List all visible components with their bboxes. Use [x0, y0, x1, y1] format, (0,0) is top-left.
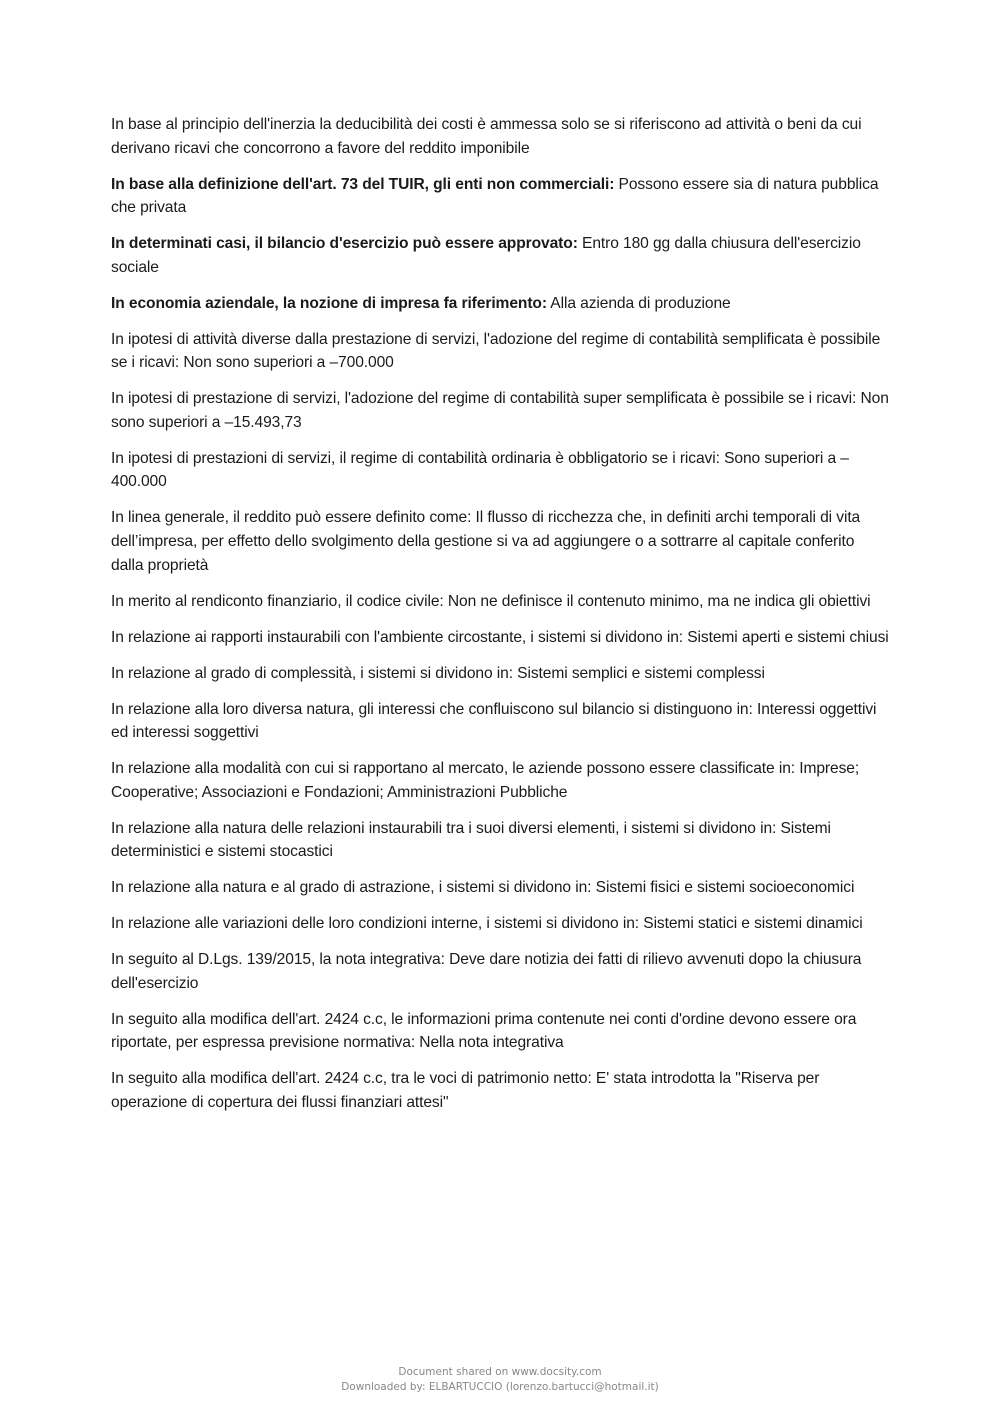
- footer-download-notice: Downloaded by: ELBARTUCCIO (lorenzo.bartucci@hotmail.it): [341, 1380, 659, 1393]
- paragraph: [111, 506, 889, 577]
- paragraph-bold-lead: In base alla definizione dell'art. 73 del TUIR, gli enti non commerciali:: [111, 175, 615, 193]
- paragraph-text: Alla azienda di produzione: [546, 294, 731, 312]
- paragraph-bold-lead: In economia aziendale, la nozione di impresa fa riferimento:: [111, 294, 547, 312]
- paragraph-text: In linea generale, il reddito può essere definito come: Il flusso di ricchezza che, in definiti archi temporali di vita dell’impresa, per effetto dello svolgimento della gestione si va ad aggiungere o a sottrarre al capitale conferito dalla proprietà: [111, 509, 861, 574]
- paragraph: [111, 948, 889, 995]
- paragraph: [111, 912, 889, 936]
- paragraph: [111, 387, 889, 434]
- paragraph: [111, 1067, 889, 1114]
- paragraph-text: In relazione alla natura delle relazioni instaurabili tra i suoi diversi elementi, i sistemi si dividono in: Sistemi deterministici e sistemi stocastici: [111, 819, 831, 861]
- paragraph: [111, 662, 889, 686]
- paragraph-text: In seguito alla modifica dell'art. 2424 c.c, tra le voci di patrimonio netto: E' stata introdotta la "Riserva per operazione di copertura dei flussi finanziari attesi": [111, 1070, 820, 1112]
- paragraph: [111, 232, 889, 279]
- paragraph-text: In relazione al grado di complessità, i sistemi si dividono in: Sistemi semplici e sistemi complessi: [111, 664, 765, 682]
- paragraph-text: In base al principio dell'inerzia la deducibilità dei costi è ammessa solo se si riferiscono ad attività o beni da cui derivano ricavi che concorrono a favore del reddito imponibile: [111, 116, 862, 157]
- paragraph: [111, 328, 889, 375]
- footer-shared-notice: Document shared on www.docsity.com: [398, 1366, 602, 1378]
- paragraph-text: In seguito alla modifica dell'art. 2424 c.c, le informazioni prima contenute nei conti d'ordine devono essere ora riportate, per espressa previsione normativa: Nella nota integrativa: [111, 1010, 857, 1052]
- paragraph-text: In ipotesi di prestazioni di servizi, il regime di contabilità ordinaria è obbligatorio se i ricavi: Sono superiori a –400.000: [111, 449, 849, 491]
- paragraph: [111, 698, 889, 745]
- paragraph: [111, 1008, 889, 1055]
- paragraph-text: In relazione alle variazioni delle loro condizioni interne, i sistemi si dividono in: Sistemi statici e sistemi dinamici: [111, 915, 863, 933]
- paragraph: [111, 757, 889, 804]
- paragraph-text: Entro 180 gg dalla chiusura dell'esercizio sociale: [111, 235, 861, 276]
- paragraph-text: In merito al rendiconto finanziario, il codice civile: Non ne definisce il contenuto minimo, ma ne indica gli obiettivi: [111, 592, 871, 610]
- paragraph: [111, 173, 889, 220]
- paragraph-text: In seguito al D.Lgs. 139/2015, la nota integrativa: Deve dare notizia dei fatti di rilievo avvenuti dopo la chiusura dell'esercizio: [111, 951, 862, 992]
- paragraph: [111, 876, 889, 900]
- paragraph-text: In ipotesi di prestazione di servizi, l'adozione del regime di contabilità super semplificata è possibile se i ricavi: Non sono superiori a –15.493,73: [111, 390, 889, 431]
- paragraph: [111, 113, 889, 160]
- paragraph-text: In relazione ai rapporti instaurabili con l'ambiente circostante, i sistemi si dividono in: Sistemi aperti e sistemi chiusi: [111, 628, 889, 646]
- paragraph: [111, 626, 889, 650]
- paragraph-text: Possono essere sia di natura pubblica che privata: [111, 175, 879, 217]
- paragraph-text: In relazione alla modalità con cui si rapportano al mercato, le aziende possono essere classificate in: Imprese; Cooperative; Associazioni e Fondazioni; Amministrazioni Pubbliche: [111, 760, 860, 801]
- paragraph: [111, 817, 889, 864]
- paragraph-text: In relazione alla natura e al grado di astrazione, i sistemi si dividono in: Sistemi fisici e sistemi socioeconomici: [111, 879, 855, 897]
- document-body: [111, 113, 889, 1127]
- paragraph: [111, 292, 889, 316]
- paragraph: [111, 447, 889, 494]
- paragraph: [111, 590, 889, 614]
- paragraph-text: In ipotesi di attività diverse dalla prestazione di servizi, l'adozione del regime di contabilità semplificata è possibile se i ricavi: Non sono superiori a –700.000: [111, 330, 881, 372]
- paragraph-text: In relazione alla loro diversa natura, gli interessi che confluiscono sul bilancio si distinguono in: Interessi oggettivi ed interessi soggettivi: [111, 700, 877, 742]
- page-footer: [0, 1365, 1000, 1394]
- paragraph-bold-lead: In determinati casi, il bilancio d'esercizio può essere approvato:: [111, 235, 578, 253]
